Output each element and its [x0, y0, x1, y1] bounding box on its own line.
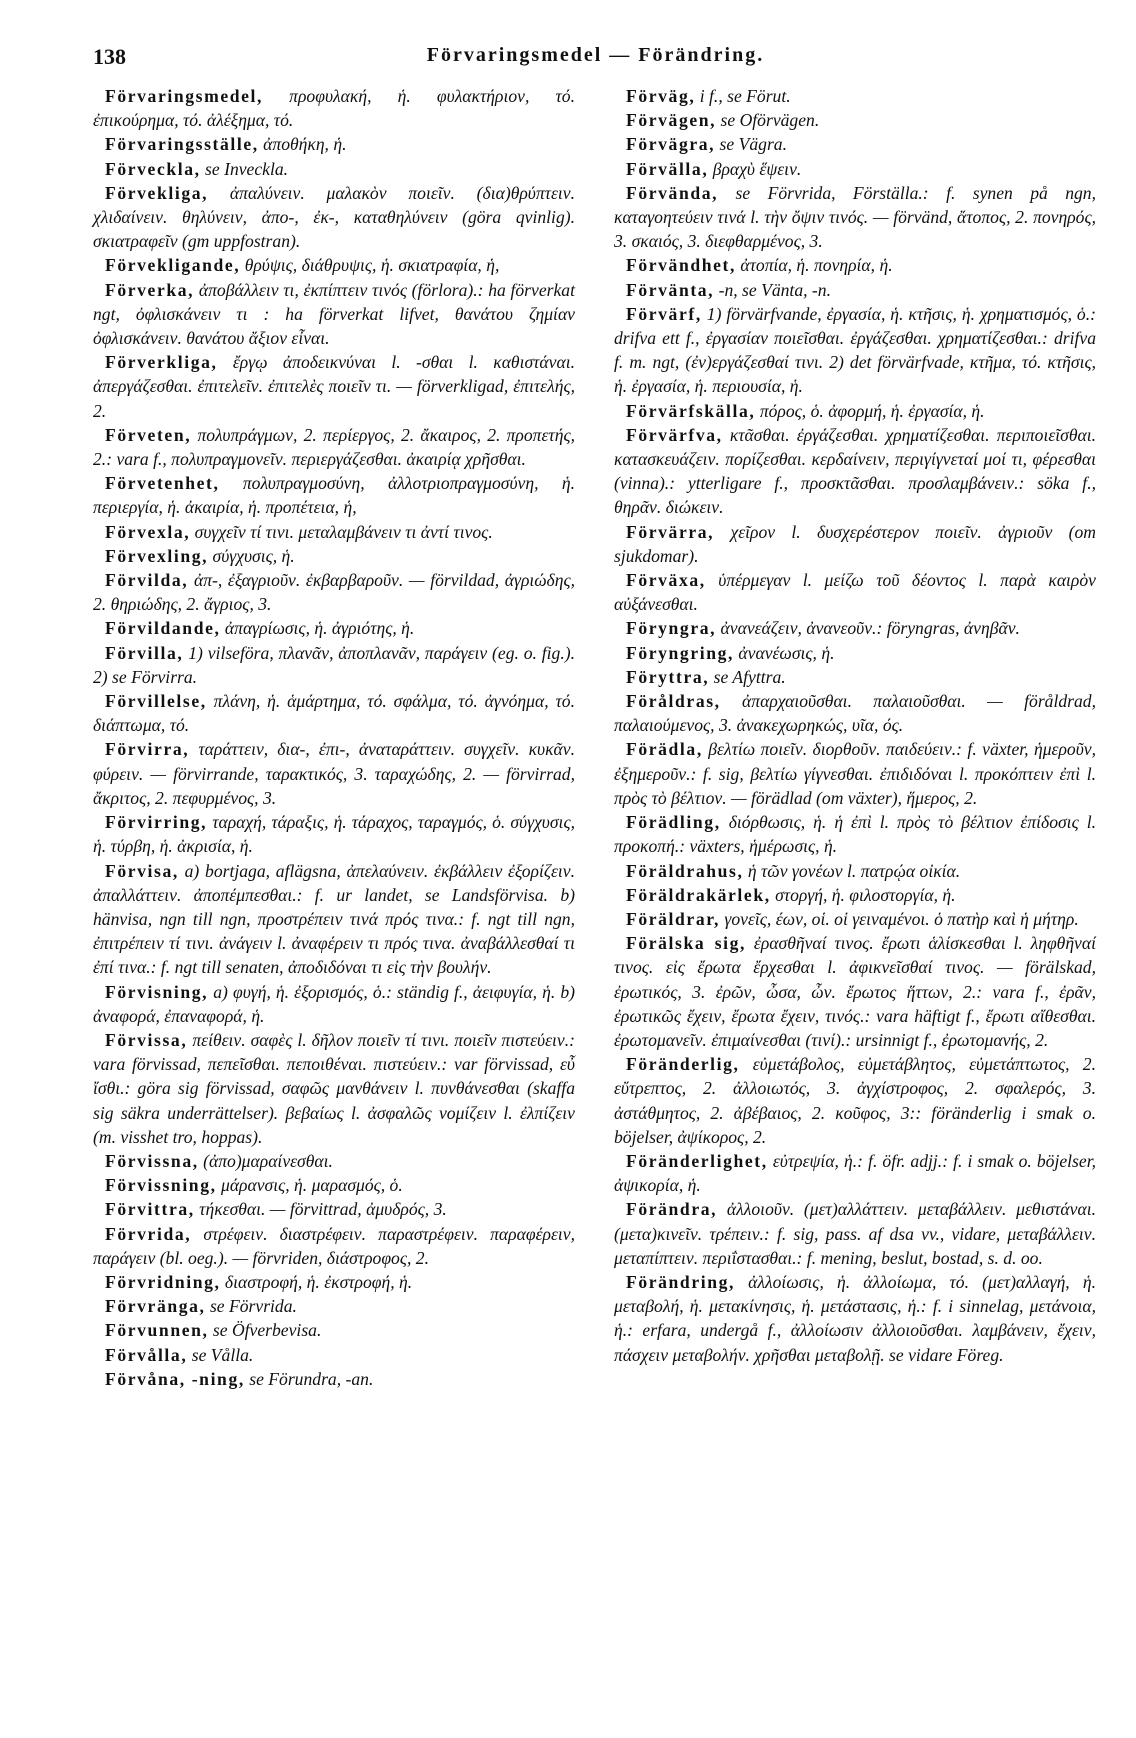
entry-headword: Förvunnen,: [105, 1320, 209, 1341]
entry-definition: ἀπαγρίωσις, ἡ. ἀγριότης, ἡ.: [220, 618, 415, 639]
dictionary-entry: [93, 810, 575, 858]
dictionary-entry: [614, 520, 1096, 568]
entry-definition: ἀλλοιοῦν. (μετ)αλλάττειν. μεταβάλλειν. μεθιστάναι. (μετα)κινεῖν. τρέπειν.: f. sig, pass. af dsa vv., vidare, μεταβάλλειν. μεταπίπτειν. περιΐστασθαι.: f. mening, beslut, bostad, s. d. oo.: [614, 1199, 1096, 1268]
dictionary-entry: [93, 471, 575, 519]
dictionary-entry: [614, 108, 1096, 132]
entry-definition: πείθειν. σαφὲς l. δῆλον ποιεῖν τί τινι. ποιεῖν πιστεύειν.: vara förvissad, πεπεῖσθαι. πεποιθέναι. πιστεύειν.: var förvissad, εὖ ἴσθι.: göra sig förvissad, σαφῶς μανθάνειν l. πυνθάνεσθαι (skaffa sig säkra underrättelser). βεβαίως l. ἀσφαλῶς νομίζειν l. ἐλπίζειν (m. visshet tro, hoppas).: [93, 1029, 575, 1147]
entry-headword: Föränderlighet,: [626, 1150, 768, 1171]
entry-definition: ἀπαλύνειν. μαλακὸν ποιεῖν. (δια)θρύπτειν. χλιδαίνειν. θηλύνειν, ἀπο-, ἐκ-, καταθηλύνειν (göra qvinlig). σκιατραφεῖν (gm uppfostran).: [93, 182, 575, 252]
dictionary-entry: [614, 399, 1096, 423]
entry-definition: se Förvrida.: [205, 1296, 297, 1317]
dictionary-entry: [614, 84, 1096, 108]
entry-headword: Förvisa,: [105, 860, 179, 881]
entry-headword: Förälska sig,: [626, 933, 747, 954]
entry-definition: στρέφειν. διαστρέφειν. παραστρέφειν. παραφέρειν, παράγειν (bl. oeg.). — förvriden, διάστροφος, 2.: [93, 1223, 575, 1268]
dictionary-entry: [93, 1367, 575, 1391]
dictionary-entry: [93, 423, 575, 471]
dictionary-entry: [614, 931, 1096, 1052]
entry-headword: Förvålla,: [105, 1344, 188, 1365]
entry-headword: Föryttra,: [626, 666, 710, 687]
entry-definition: χεῖρον l. δυσχερέστερον ποιεῖν. ἀγριοῦν (om sjukdomar).: [614, 521, 1096, 566]
dictionary-entry: [93, 544, 575, 568]
entry-definition: ἀτοπία, ἡ. πονηρία, ἡ.: [735, 255, 893, 276]
dictionary-entry: [93, 157, 575, 181]
dictionary-entry: [614, 641, 1096, 665]
entry-definition: se Vålla.: [187, 1344, 254, 1365]
entry-headword: Förvaringsmedel,: [105, 86, 264, 106]
entry-headword: Förvexla,: [105, 521, 191, 542]
entry-definition: ἀνανέωσις, ἡ.: [734, 642, 835, 663]
entry-definition: εὐμετάβολος, εὐμετάβλητος, εὐμετάπτωτος, 2. εὔτρεπτος, 2. ἀλλοιωτός, 3. ἀγχίστροφος, 2. σφαλερός, 3. ἀστάθμητος, 2. ἀβέβαιος, 2. κοῦφος, 3:: föränderlig i smak o. böjelser, ἀψίκορος, 2.: [614, 1054, 1096, 1147]
entry-definition: (ἀπο)μαραίνεσθαι.: [198, 1150, 333, 1171]
entry-definition: βελτίω ποιεῖν. διορθοῦν. παιδεύειν.: f. växter, ἡμεροῦν, ἐξημεροῦν.: f. sig, βελτίω γίγνεσθαι. ἐπιδιδόναι l. προκόπτειν ἐπὶ l. πρὸς τὸ βέλτιον. — förädlad (om växter), ἥμερος, 2.: [614, 739, 1096, 808]
dictionary-entry: [614, 1052, 1096, 1149]
entry-definition: ἔργῳ ἀποδεικνύναι l. -σθαι l. καθιστάναι. ἀπεργάζεσθαι. ἐπιτελεῖν. ἐπιτελὲς ποιεῖν τι. — förverkligad, ἐπιτελής, 2.: [93, 352, 575, 421]
entry-headword: Förvillelse,: [105, 691, 207, 712]
dictionary-entry: [614, 423, 1096, 520]
entry-definition: ὑπέρμεγαν l. μείζω τοῦ δέοντος l. παρὰ καιρὸν αὐξάνεσθαι.: [614, 570, 1096, 615]
entry-headword: Förverka,: [105, 279, 195, 300]
entry-definition: στοργή, ἡ. φιλοστοργία, ἡ.: [770, 884, 956, 905]
dictionary-entry: [614, 157, 1096, 181]
entry-headword: Förvirring,: [105, 812, 208, 833]
dictionary-entry: [93, 1270, 575, 1294]
entry-definition: κτᾶσθαι. ἐργάζεσθαι. χρηματίζεσθαι. περιποιεῖσθαι. κατασκευάζειν. πορίζεσθαι. κερδαίνειν, περιγίγνεταί μοί τι, φέρεσθαι (vinna).: ytterligare f., προσκτᾶσθαι. προσλαμβάνειν.: söka f., θηρᾶν. διώκειν.: [614, 424, 1096, 518]
entry-headword: Förvildande,: [105, 618, 221, 639]
entry-definition: ἀποθήκη, ἡ.: [258, 134, 347, 155]
entry-definition: μάρανσις, ἡ. μαρασμός, ὁ.: [216, 1175, 403, 1196]
dictionary-entry: [93, 181, 575, 254]
running-head: Förvaringsmedel — Förändring.: [426, 44, 765, 66]
entry-definition: πολυπράγμων, 2. περίεργος, 2. ἄκαιρος, 2. προπετής, 2.: vara f., πολυπραγμονεῖν. περιεργάζεσθαι. ἀκαιρίᾳ χρῆσθαι.: [93, 424, 575, 470]
entry-headword: Förvaringsställe,: [105, 134, 259, 155]
entry-headword: Förveten,: [105, 424, 192, 445]
dictionary-entry: [93, 1149, 575, 1173]
entry-headword: Föräldrar,: [626, 908, 721, 929]
entry-definition: πόρος, ὁ. ἀφορμή, ἡ. ἐργασία, ἡ.: [755, 400, 985, 421]
dictionary-entry: [93, 1197, 575, 1221]
entry-definition: εὐτρεψία, ἡ.: f. öfr. adjj.: f. i smak o. böjelser, ἀψικορία, ἡ.: [614, 1150, 1096, 1196]
page-header: [93, 44, 1098, 76]
dictionary-entry: [93, 278, 575, 351]
entry-definition: ταράττειν, δια-, ἐπι-, ἀναταράττειν. συγχεῖν. κυκᾶν. φύρειν. — förvirrande, ταρακτικός, 3. ταραχώδης, 2. — förvirrad, ἄκριτος, 2. πεφυρμένος, 3.: [93, 739, 575, 808]
entry-headword: Förvärfskälla,: [626, 400, 756, 421]
entry-headword: Förvilla,: [105, 642, 184, 663]
entry-definition: se Vägra.: [715, 134, 787, 155]
entry-definition: a) bortjaga, aflägsna, ἀπελαύνειν. ἐκβάλλειν ἐξορίζειν. ἀπαλλάττειν. ἀποπέμπεσθαι.: f. ur landet, se Landsförvisa. b) hänvisa, ngn till ngn, προστρέπειν τινά πρός τινα.: f. ngt till ngn, ἐπιτρέπειν τί τινι. ἀνάγειν l. ἀναφέρειν τι πρός τινα. ἀναβάλλεσθαί τι ἐπί τινα.: f. ngt till senaten, ἀποδιδόναι τι εἰς τὴν βουλήν.: [93, 860, 575, 978]
entry-headword: Förvändhet,: [626, 255, 736, 276]
entry-headword: Förvridning,: [105, 1271, 221, 1292]
entry-definition: se Inveckla.: [200, 158, 289, 179]
entry-headword: Förvirra,: [105, 739, 190, 760]
entry-definition: a) φυγή, ἡ. ἐξορισμός, ὁ.: ständig f., ἀειφυγία, ἡ. b) ἀναφορά, ἐπαναφορά, ἡ.: [93, 981, 575, 1026]
dictionary-entry: [93, 568, 575, 616]
dictionary-entry: [93, 84, 575, 132]
entry-headword: Förvälla,: [626, 158, 709, 179]
entry-definition: ἀλλοίωσις, ἡ. ἀλλοίωμα, τό. (μετ)αλλαγή, ἡ. μεταβολή, ἡ. μετακίνησις, ἡ. μετάστασις, ἡ.: f. i sinnelag, μετάνοια, ἡ.: erfara, undergå f., ἀλλοίωσιν ἀλλοιοῦσθαι. λαμβάνειν, ἔχειν, πάσχειν μεταβολήν. χρῆσθαι μεταβολῇ. se vidare Föreg.: [614, 1271, 1096, 1365]
dictionary-entry: [614, 132, 1096, 156]
entry-definition: i f., se Förut.: [695, 86, 791, 106]
dictionary-entry: [93, 689, 575, 737]
entry-headword: Förvänta,: [626, 279, 715, 300]
entry-headword: Förvexling,: [105, 545, 209, 566]
entry-definition: διόρθωσις, ἡ. ἡ ἐπὶ l. πρὸς τὸ βέλτιον ἐπίδοσις l. προκοπή.: växters, ἡμέρωσις, ἡ.: [614, 812, 1096, 857]
dictionary-entry: [93, 350, 575, 423]
entry-headword: Förvärf,: [626, 303, 702, 324]
entry-headword: Förveckla,: [105, 158, 201, 179]
entry-definition: θρύψις, διάθρυψις, ἡ. σκιατραφία, ἡ,: [240, 255, 500, 276]
dictionary-entry: [93, 1028, 575, 1149]
right-column: [614, 84, 1096, 1367]
dictionary-entry: [93, 980, 575, 1028]
dictionary-entry: [614, 1197, 1096, 1270]
entry-headword: Föryngra,: [626, 618, 717, 639]
entry-definition: βραχὺ ἕψειν.: [708, 158, 802, 179]
entry-definition: σύγχυσις, ἡ.: [208, 545, 295, 566]
dictionary-entry: [614, 737, 1096, 810]
dictionary-entry: [614, 810, 1096, 858]
entry-headword: Förvilda,: [105, 570, 189, 591]
entry-headword: Föräldrakärlek,: [626, 884, 771, 905]
entry-definition: γονεῖς, έων, οἱ. οἱ γειναμένοι. ὁ πατὴρ καὶ ἡ μήτηρ.: [720, 908, 1079, 929]
entry-definition: τήκεσθαι. — förvittrad, ἀμυδρός, 3.: [194, 1199, 447, 1220]
entry-headword: Förvekligande,: [105, 255, 241, 276]
dictionary-entry: [614, 568, 1096, 616]
dictionary-entry: [93, 1173, 575, 1197]
entry-headword: Föryngring,: [626, 642, 735, 663]
dictionary-entry: [614, 616, 1096, 640]
entry-definition: se Afyttra.: [709, 666, 786, 687]
dictionary-entry: [93, 1222, 575, 1270]
dictionary-entry: [93, 1318, 575, 1342]
entry-headword: Föräldrahus,: [626, 860, 744, 881]
entry-definition: 1) förvärfvande, ἐργασία, ἡ. κτῆσις, ἡ. χρηματισμός, ὁ.: drifva ett f., ἐργασίαν ποιεῖσθαι. ἐργάζεσθαι. χρηματίζεσθαι.: drifva f. m. ngt, (ἐν)εργάζεσθαί τινι. 2) det förvärfvade, κτῆμα, τό. κτῆσις, ἡ. ἐργασία, ἡ. περιουσία, ἡ.: [614, 303, 1096, 397]
entry-headword: Förvärfva,: [626, 424, 723, 445]
dictionary-entry: [93, 132, 575, 156]
entry-headword: Förvägra,: [626, 134, 716, 155]
entry-headword: Förvärra,: [626, 521, 715, 542]
dictionary-entry: [93, 641, 575, 689]
entry-headword: Förvåna, -ning,: [105, 1368, 245, 1389]
dictionary-entry: [614, 883, 1096, 907]
entry-definition: ἀπ-, ἐξαγριοῦν. ἐκβαρβαροῦν. — förvildad, ἀγριώδης, 2. θηριώδης, 2. ἄγριος, 3.: [93, 570, 575, 615]
entry-definition: se Oförvägen.: [716, 110, 820, 131]
entry-definition: συγχεῖν τί τινι. μεταλαμβάνειν τι ἀντί τινος.: [190, 521, 493, 542]
left-column: [93, 84, 575, 1391]
entry-headword: Föråldras,: [626, 691, 721, 712]
entry-headword: Förvekliga,: [105, 182, 209, 203]
entry-headword: Förvisning,: [105, 981, 209, 1002]
dictionary-entry: [93, 616, 575, 640]
entry-headword: Förverkliga,: [105, 352, 218, 373]
entry-headword: Förvetenhet,: [105, 473, 220, 494]
entry-definition: ταραχή, τάραξις, ἡ. τάραχος, ταραγμός, ὁ. σύγχυσις, ἡ. τύρβη, ἡ. ἀκρισία, ἡ.: [93, 812, 575, 857]
dictionary-entry: [614, 665, 1096, 689]
entry-definition: -n, se Vänta, -n.: [714, 279, 831, 300]
dictionary-entry: [93, 253, 575, 277]
entry-definition: πλάνη, ἡ. ἁμάρτημα, τό. σφάλμα, τό. ἀγνόημα, τό. διάπτωμα, τό.: [93, 691, 575, 736]
entry-headword: Förvissning,: [105, 1175, 217, 1196]
entry-definition: ἀνανεάζειν, ἀνανεοῦν.: föryngras, ἀνηβᾶν.: [716, 618, 1020, 639]
dictionary-entry: [93, 1294, 575, 1318]
page-number: 138: [93, 44, 126, 69]
dictionary-entry: [614, 302, 1096, 399]
entry-headword: Förvissna,: [105, 1150, 199, 1171]
entry-headword: Förväxa,: [626, 570, 706, 591]
entry-headword: Förvissa,: [105, 1029, 188, 1050]
entry-definition: ἀπαρχαιοῦσθαι. παλαιοῦσθαι. — föråldrad, παλαιούμενος, 3. ἀνακεχωρηκώς, υῖα, ός.: [614, 691, 1096, 736]
entry-definition: 1) vilseföra, πλανᾶν, ἀποπλανᾶν, παράγειν (eg. o. fig.). 2) se Förvirra.: [93, 642, 575, 687]
dictionary-entry: [614, 181, 1096, 254]
entry-definition: προφυλακή, ἡ. φυλακτήριον, τό. ἐπικούρημα, τό. ἀλέξημα, τό.: [93, 86, 575, 131]
entry-definition: διαστροφή, ἡ. ἐκστροφή, ἡ.: [220, 1271, 413, 1292]
entry-headword: Förädling,: [626, 812, 721, 833]
dictionary-entry: [93, 520, 575, 544]
entry-headword: Föränderlig,: [626, 1054, 740, 1075]
entry-definition: ἀποβάλλειν τι, ἐκπίπτειν τινός (förlora).: ha förverkat ngt, ὀφλισκάνειν τι : ha förverkat lifvet, θανάτου ζημίαν ὀφλισκάνειν. θανάτου ἄξιον εἶναι.: [93, 279, 575, 349]
entry-definition: ἡ τῶν γονέων l. πατρῴα οἰκία.: [743, 860, 961, 881]
entry-definition: se Förvrida, Förställa.: f. synen på ngn, καταγοητεύειν τινά l. τὴν ὄψιν τινός. — förvänd, ἄτοπος, 2. πονηρός, 3. σκαιός, 3. διεφθαρμένος, 3.: [614, 182, 1096, 252]
dictionary-entry: [614, 1149, 1096, 1197]
entry-headword: Förvittra,: [105, 1199, 195, 1220]
entry-headword: Förvända,: [626, 182, 719, 203]
entry-headword: Förväg,: [626, 86, 696, 106]
dictionary-entry: [614, 689, 1096, 737]
dictionary-entry: [614, 1270, 1096, 1367]
dictionary-entry: [614, 253, 1096, 277]
dictionary-entry: [93, 737, 575, 810]
entry-headword: Förvägen,: [626, 110, 717, 131]
entry-definition: se Förundra, -an.: [244, 1368, 374, 1389]
entry-headword: Förvrida,: [105, 1223, 192, 1244]
dictionary-entry: [93, 859, 575, 980]
entry-definition: πολυπραγμοσύνη, ἀλλοτριοπραγμοσύνη, ἡ. περιεργία, ἡ. ἀκαιρία, ἡ. προπέτεια, ἡ,: [93, 473, 575, 518]
entry-headword: Förändring,: [626, 1271, 735, 1292]
entry-headword: Förändra,: [626, 1199, 718, 1220]
entry-headword: Förädla,: [626, 739, 703, 760]
dictionary-entry: [614, 907, 1096, 931]
entry-definition: ἐρασθῆναί τινος. ἔρωτι ἁλίσκεσθαι l. ληφθῆναί τινος. εἰς ἔρωτα ἔρχεσθαι l. ἀφικνεῖσθαί τινος. — förälskad, ἐρωτικός, 3. ἐρῶν, ὦσα, ὦν. ἔρωτος ἥττων, 2.: vara f., ἐρᾶν, ἐρωτικῶς ἔχειν, ἔρωτα ἔχειν, τινός.: vara häftigt f., ἔρωτι αἴθεσθαι. ἐρωτομανεῖν. ἐπιμαίνεσθαι (τινί).: ursinnigt f., ἐρωτομανής, 2.: [614, 933, 1096, 1050]
dictionary-entry: [614, 278, 1096, 302]
dictionary-entry: [93, 1343, 575, 1367]
entry-definition: se Öfverbevisa.: [208, 1320, 322, 1341]
entry-headword: Förvränga,: [105, 1296, 206, 1317]
dictionary-entry: [614, 859, 1096, 883]
